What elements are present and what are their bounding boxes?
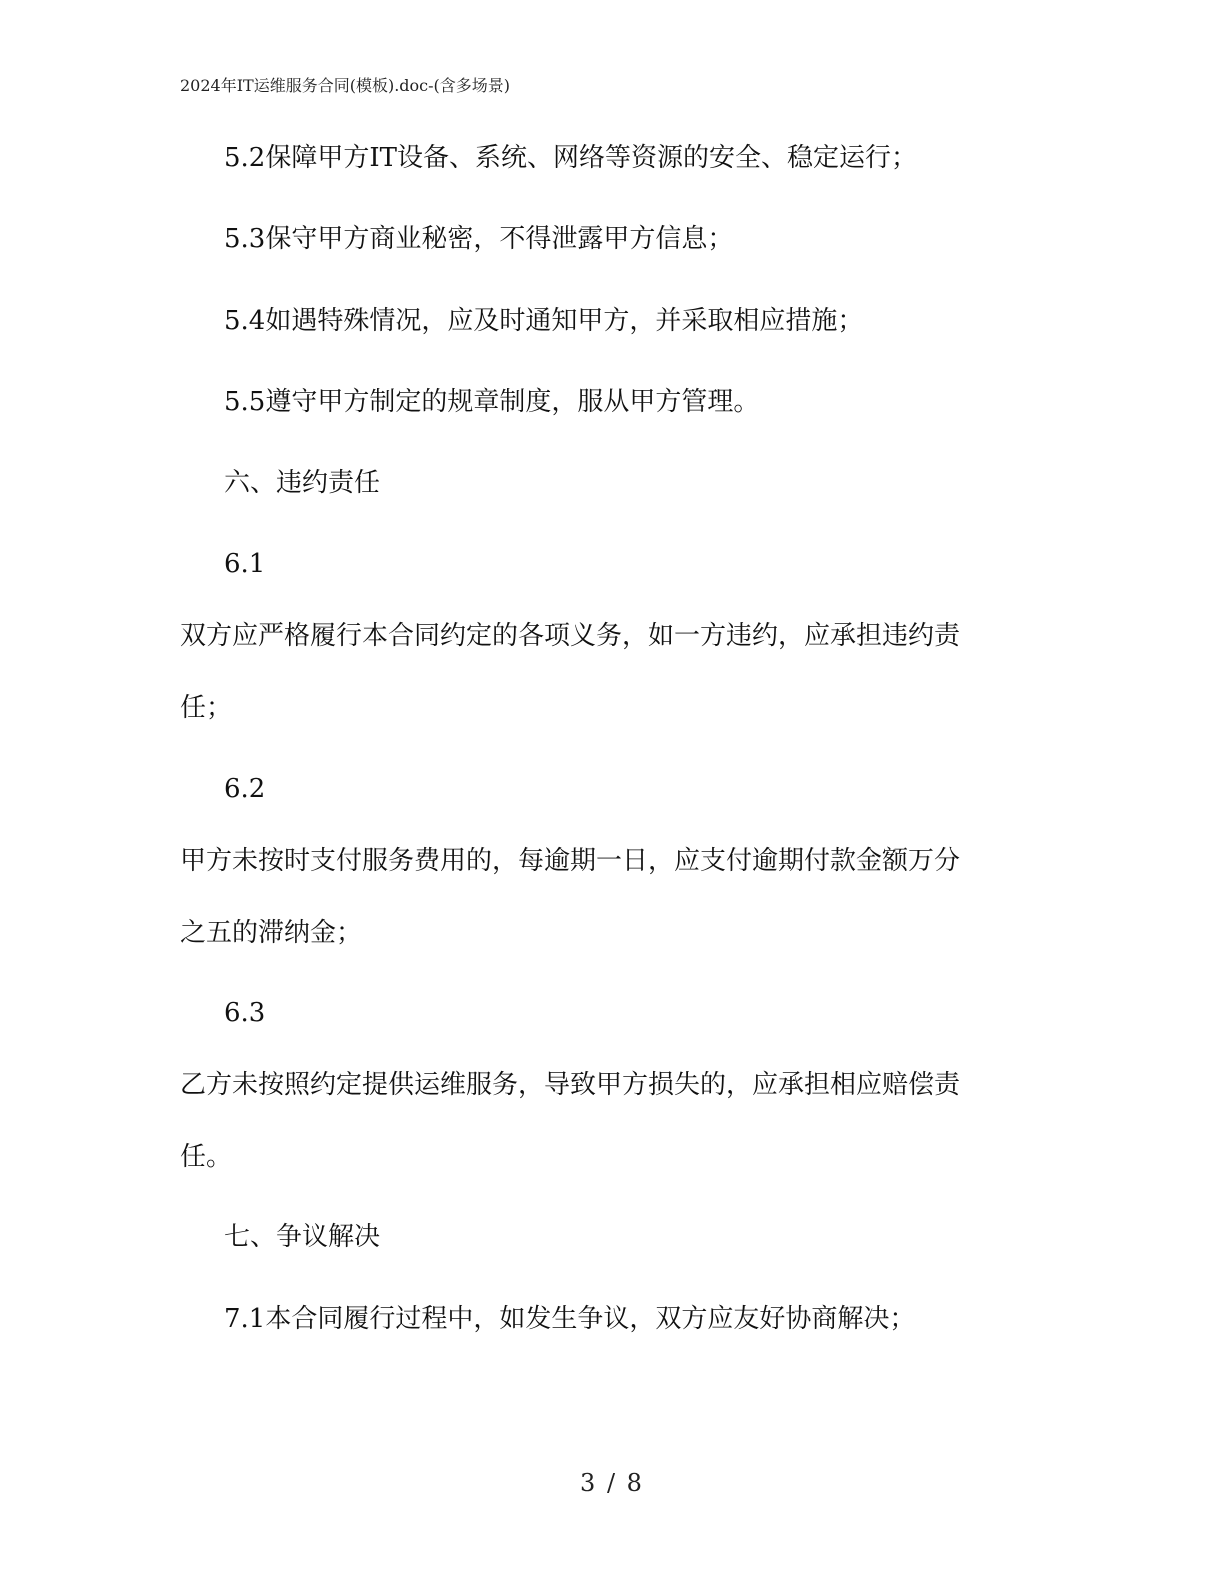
clause-6-3-number: 6.3 [224, 998, 266, 1028]
clause-6-3-text-line-2: 任。 [180, 1142, 233, 1172]
section-heading-6: 六、违约责任 [224, 468, 381, 498]
clause-6-2-text-line-1: 甲方未按时支付服务费用的，每逾期一日，应支付逾期付款金额万分 [180, 846, 961, 876]
page-number: 3 / 8 [580, 1469, 644, 1497]
clause-6-1-text-line-2: 任； [180, 693, 233, 723]
clause-5-3: 5.3保守甲方商业秘密，不得泄露甲方信息； [224, 224, 734, 254]
section-heading-7: 七、争议解决 [224, 1222, 381, 1252]
clause-6-1-text-line-1: 双方应严格履行本合同约定的各项义务，如一方违约，应承担违约责 [180, 621, 961, 651]
clause-6-1-number: 6.1 [224, 549, 266, 579]
clause-6-2-number: 6.2 [224, 774, 266, 804]
clause-5-2: 5.2保障甲方IT设备、系统、网络等资源的安全、稳定运行； [224, 143, 917, 173]
clause-7-1: 7.1本合同履行过程中，如发生争议，双方应友好协商解决； [224, 1304, 916, 1334]
clause-6-2-text-line-2: 之五的滞纳金； [180, 918, 363, 948]
clause-6-3-text-line-1: 乙方未按照约定提供运维服务，导致甲方损失的，应承担相应赔偿责 [180, 1070, 961, 1100]
clause-5-4: 5.4如遇特殊情况，应及时通知甲方，并采取相应措施； [224, 306, 864, 336]
clause-5-5: 5.5遵守甲方制定的规章制度，服从甲方管理。 [224, 387, 760, 417]
page-header-title: 2024年IT运维服务合同(模板).doc-(含多场景) [180, 76, 511, 95]
